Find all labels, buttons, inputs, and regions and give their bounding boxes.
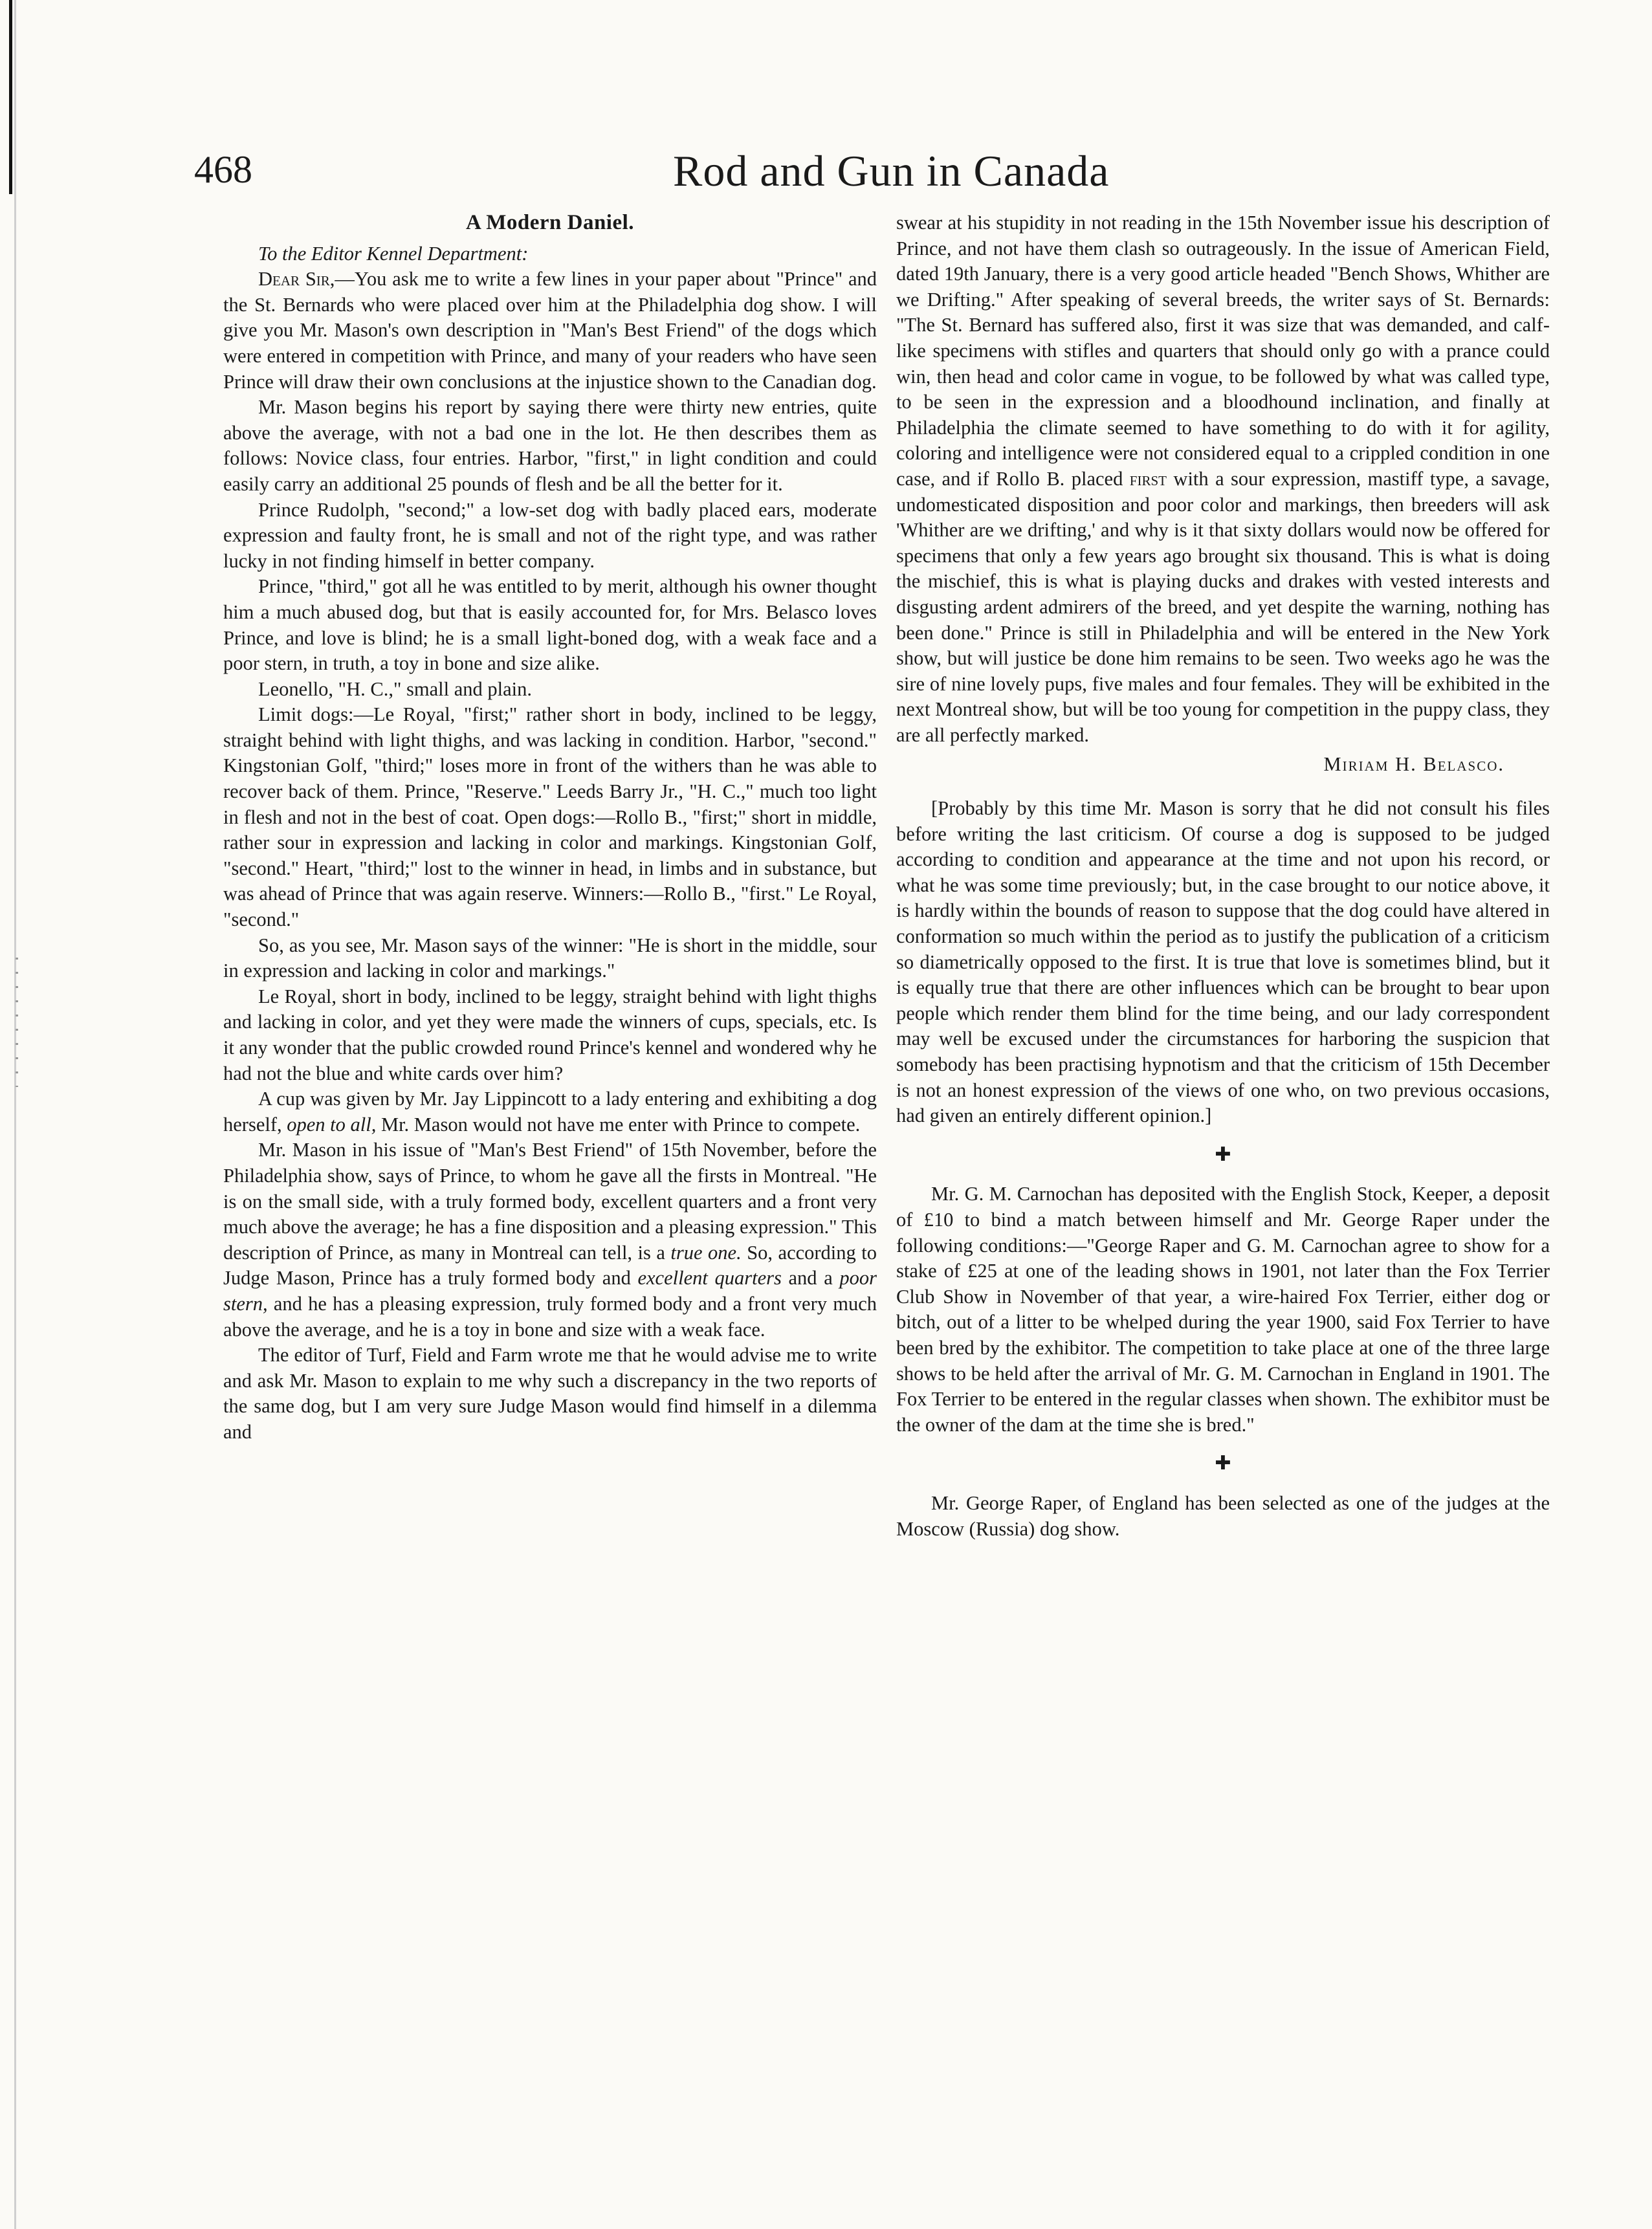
editor-note: [Probably by this time Mr. Mason is sorry that he did not consult his files before writing the last criticism. Of course a dog is supposed to be judged according to condition and appearance at the time and not upon his record, or what he was some time previously; but, in the case brought to our notice above, it is hardly within the bounds of reason to suppose that the dog could have altered in conformation so much within the period as to justify the publication of a criticism so diametrically opposed to the first. It is true that love is sometimes blind, but it is equally true that there are other influences which can be brought to bear upon people which render them blind for the time being, and our lady correspondent may well be excused under the circumstances for harboring the suspicion that somebody has been practising hypnotism and that the criticism of 15th December is not an honest expression of the views of one who, on two previous occasions, had given an entirely different opinion.] (896, 797, 1550, 1127)
cross-ornament-icon: ✚ (1215, 1143, 1231, 1165)
italic-phrase: poor stern, (223, 1267, 877, 1315)
paragraph: A cup was given by Mr. Jay Lippincott to a lady entering and exhibiting a dog herself, open to all, Mr. Mason would not have me enter with Prince to compete. (223, 1088, 877, 1136)
smallcaps-word: first (1129, 467, 1167, 490)
italic-phrase: excellent quarters (637, 1267, 782, 1290)
paragraph: Leonello, "H. C.," small and plain. (258, 677, 533, 700)
paragraph: Mr. Mason begins his report by saying there were thirty new entries, quite above the average, with not a bad one in the lot. He then describes them as follows: Novice class, four entries. Harbor, "first," in light condition and could easily carry an additional 25 pounds of flesh and be all the better for it. (223, 396, 877, 495)
italic-phrase: open to all, (287, 1113, 377, 1136)
paragraph: Mr. George Raper, of England has been selected as one of the judges at the Moscow (Russia) dog show. (896, 1491, 1550, 1540)
page-number: 468 (194, 148, 252, 191)
right-column (896, 210, 1550, 1542)
paragraph: So, as you see, Mr. Mason says of the winner: "He is short in the middle, sour in expression and lacking in color and markings." (223, 934, 877, 982)
paragraph: Dear Sir,—You ask me to write a few lines in your paper about "Prince" and the St. Bernards who were placed over him at the Philadelphia dog show. I will give you Mr. Mason's own description in "Man's Best Friend" of the dogs which were entered in competition with Prince, and many of your readers who have seen Prince will draw their own conclusions at the injustice shown to the Canadian dog. (223, 268, 877, 393)
paragraph: Le Royal, short in body, inclined to be leggy, straight behind with light thighs and lacking in color, and yet they were made the winners of cups, specials, etc. Is it any wonder that the public crowded round Prince's kennel and wondered why he had not the blue and white cards over him? (223, 985, 877, 1084)
scan-edge-shadow (14, 0, 16, 2229)
scan-edge-dots (16, 958, 18, 1087)
paragraph: Prince, "third," got all he was entitled to by merit, although his owner thought him a much abused dog, but that is easily accounted for, for Mrs. Belasco loves Prince, and love is blind; he is a small light-boned dog, with a weak face and a poor stern, in truth, a toy in bone and size alike. (223, 575, 877, 675)
paragraph: The editor of Turf, Field and Farm wrote me that he would advise me to write and ask Mr. Mason to explain to me why such a discrepancy in the two reports of the same dog, but I am very sure Judge Mason would find himself in a dilemma and (223, 1344, 877, 1443)
scan-edge-mark (9, 0, 12, 194)
cross-ornament-icon: ✚ (1215, 1453, 1231, 1475)
salutation: Dear Sir, (258, 268, 335, 291)
paragraph: Prince Rudolph, "second;" a low-set dog with badly placed ears, moderate expression and faulty front, he is small and not of the right type, and was rather lucky in not finding himself in better company. (223, 498, 877, 572)
paragraph: Limit dogs:—Le Royal, "first;" rather short in body, inclined to be leggy, straight behind with light thighs, and was lacking in condition. Harbor, "second." Kingstonian Golf, "third;" loses more in front of the withers than he was able to recover back of them. Prince, "Reserve." Leeds Barry Jr., "H. C.," much too light in flesh and not in the best of coat. Open dogs:—Rollo B., "first;" short in middle, rather sour in expression and lacking in color and markings. Kingstonian Golf, "second." Heart, "third;" lost to the winner in head, in limbs and in substance, but was ahead of Prince that was again reserve. Winners:—Rollo B., "first." Le Royal, "second." (223, 703, 877, 931)
running-head: Rod and Gun in Canada (673, 146, 1110, 195)
paragraph: swear at his stupidity in not reading in the 15th November issue his description of Prince, and not have them clash so outrageously. In the issue of American Field, dated 19th January, there is a very good article headed "Bench Shows, Whither are we Drifting." After speaking of several breeds, the writer says of St. Bernards: "The St. Bernard has suffered also, first it was size that was demanded, and calf-like specimens with stifles and quarters that should only go with a prance could win, then head and color came in vogue, to be followed by what was called type, to be seen in the expression and a bloodhound inclination, and finally at Philadelphia the climate seemed to have something to do with it for agility, coloring and intelligence were not considered equal to a crippled condition in one case, and if Rollo B. placed first with a sour expression, mastiff type, a savage, undomesticated disposition and poor color and markings, then breeders will ask 'Whither are we drifting,' and why is it that sixty dollars would now be offered for specimens that only a few years ago brought six thousand. This is what is doing the mischief, this is what is playing ducks and drakes with vested interests and disgusting ardent admirers of the breed, and yet despite the warning, nothing has been done." Prince is still in Philadelphia and will be entered in the New York show, but will justice be done him remains to be seen. Two weeks ago he was the sire of nine lovely pups, five males and four females. They will be exhibited in the next Montreal show, but will be too young for competition in the puppy class, they are all perfectly marked. (896, 212, 1550, 746)
article-title: A Modern Daniel. (465, 211, 635, 234)
to-editor-line: To the Editor Kennel Department: (258, 242, 529, 265)
paragraph: Mr. Mason in his issue of "Man's Best Friend" of 15th November, before the Philadelphia show, says of Prince, to whom he gave all the firsts in Montreal. "He is on the small side, with a truly formed body, excellent quarters and a front very much above the average; he has a fine disposition and a pleasing expression." This description of Prince, as many in Montreal can tell, is a true one. So, according to Judge Mason, Prince has a truly formed body and excellent quarters and a poor stern, and he has a pleasing expression, truly formed body and a front very much above the average, and he is a toy in bone and size with a weak face. (223, 1139, 877, 1341)
left-column (223, 210, 877, 1445)
italic-phrase: true one. (670, 1241, 742, 1264)
signature: Miriam H. Belasco. (1323, 753, 1504, 776)
paragraph: Mr. G. M. Carnochan has deposited with the English Stock, Keeper, a deposit of £10 to bind a match between himself and Mr. George Raper under the following conditions:—"George Raper and G. M. Carnochan agree to show for a stake of £25 at one of the leading shows in 1901, not later than the Fox Terrier Club Show in November of that year, a wire-haired Fox Terrier, either dog or bitch, out of a litter to be whelped during the year 1900, said Fox Terrier to have been bred by the exhibitor. The competition to take place at one of the three large shows to be held after the arrival of Mr. G. M. Carnochan in England in 1901. The Fox Terrier to be entered in the regular classes when shown. The exhibitor must be the owner of the dam at the time she is bred." (896, 1183, 1550, 1436)
